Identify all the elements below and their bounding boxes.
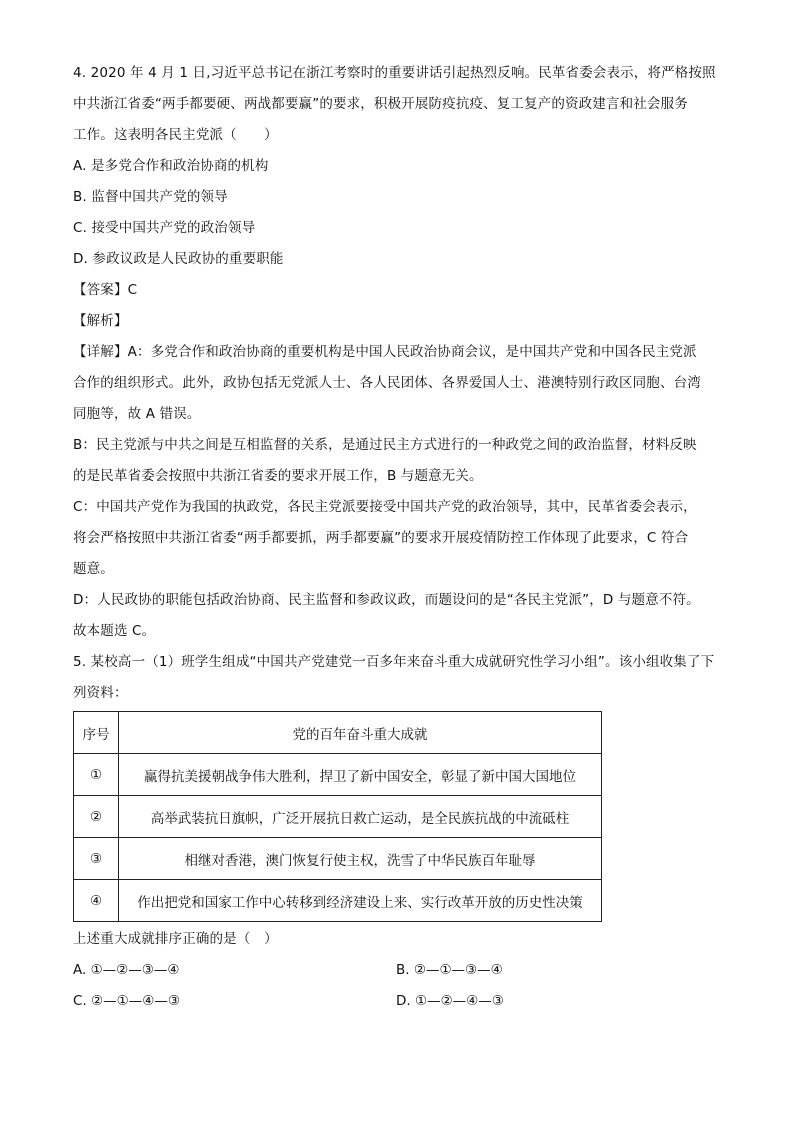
- achievements-table: [73, 711, 602, 922]
- q5-option-a: A. ①—②—③—④: [73, 962, 180, 978]
- answer-label: 【答案】: [73, 282, 128, 298]
- q4-option-a: A. 是多党合作和政治协商的机构: [73, 158, 269, 174]
- q4-analysis-line: B：民主党派与中共之间是互相监督的关系，是通过民主方式进行的一种政党之间的政治监督，材料反映: [73, 437, 697, 453]
- q4-analysis-line: 故本题选 C。: [73, 623, 156, 639]
- q4-analysis-line: [73, 337, 733, 368]
- q4-stem-line: 中共浙江省委“两手都要硬、两战都要赢”的要求，积极开展防疫抗疫、复工复产的资政建言和社会服务: [73, 96, 688, 112]
- q4-stem-line: 4. 2020 年 4 月 1 日,习近平总书记在浙江考察时的重要讲话引起热烈反响。民革省委会表示，将严格按照: [73, 65, 716, 81]
- table-cell-index: ④: [74, 880, 119, 922]
- q5-options-row: [73, 986, 733, 1017]
- table-row: [74, 796, 602, 838]
- document-page: [73, 58, 733, 1017]
- q5-stem-line: 列资料：: [73, 685, 128, 701]
- q4-analysis-line: C：中国共产党作为我国的执政党，各民主党派要接受中国共产党的政治领导，其中，民革省委会表示，: [73, 499, 697, 515]
- answer-value: C: [127, 282, 138, 298]
- table-header-cell: 序号: [74, 712, 119, 754]
- q4-analysis-line: 将会严格按照中共浙江省委“两手都要抓，两手都要赢”的要求开展疫情防控工作体现了此要求，C 符合: [73, 530, 689, 546]
- q5-option-b: B. ②—①—③—④: [396, 962, 503, 978]
- q4-option-d: D. 参政议政是人民政协的重要职能: [73, 251, 284, 267]
- q4-analysis-line: 合作的组织形式。此外，政协包括无党派人士、各人民团体、各界爱国人士、港澳特别行政区同胞、台湾: [73, 375, 701, 391]
- table-row: [74, 838, 602, 880]
- q4-analysis-line: 题意。: [73, 561, 114, 577]
- question-4: [73, 58, 733, 647]
- q5-stem-line: 5. 某校高一（1）班学生组成“中国共产党建党一百多年来奋斗重大成就研究性学习小组”。该小组收集了下: [73, 654, 715, 670]
- q5-options-row: [73, 955, 733, 986]
- table-cell-text: 作出把党和国家工作中心转移到经济建设上来、实行改革开放的历史性决策: [119, 880, 602, 922]
- question-5: [73, 647, 733, 1017]
- q4-analysis-line: 的是民革省委会按照中共浙江省委的要求开展工作，B 与题意无关。: [73, 468, 483, 484]
- table-cell-text: 赢得抗美援朝战争伟大胜利，捍卫了新中国安全，彰显了新中国大国地位: [119, 754, 602, 796]
- table-cell-index: ①: [74, 754, 119, 796]
- q4-analysis-line: D：人民政协的职能包括政治协商、民主监督和参政议政，而题设问的是“各民主党派”，D 与题意不符。: [73, 592, 700, 608]
- q5-option-c: C. ②—①—④—③: [73, 993, 180, 1009]
- q4-analysis-label: 【解析】: [73, 313, 128, 329]
- table-header-cell: 党的百年奋斗重大成就: [119, 712, 602, 754]
- q5-question: 上述重大成就排序正确的是（ ）: [73, 931, 278, 947]
- analysis-text: A：多党合作和政治协商的重要机构是中国人民政治协商会议，是中国共产党和中国各民主党派: [127, 344, 697, 360]
- q5-option-d: D. ①—②—④—③: [396, 993, 504, 1009]
- q4-option-c: C. 接受中国共产党的政治领导: [73, 220, 256, 236]
- q4-answer: [73, 275, 733, 306]
- table-row: [74, 880, 602, 922]
- table-row: [74, 754, 602, 796]
- table-header-row: [74, 712, 602, 754]
- table-cell-text: 相继对香港，澳门恢复行使主权，洗雪了中华民族百年耻辱: [119, 838, 602, 880]
- table-cell-index: ③: [74, 838, 119, 880]
- q4-analysis-line: 同胞等，故 A 错误。: [73, 406, 201, 422]
- table-cell-index: ②: [74, 796, 119, 838]
- detail-label: 【详解】: [73, 344, 128, 360]
- table-cell-text: 高举武装抗日旗帜，广泛开展抗日救亡运动，是全民族抗战的中流砥柱: [119, 796, 602, 838]
- q4-stem-line: 工作。这表明各民主党派（ ）: [73, 127, 278, 143]
- q4-option-b: B. 监督中国共产党的领导: [73, 189, 228, 205]
